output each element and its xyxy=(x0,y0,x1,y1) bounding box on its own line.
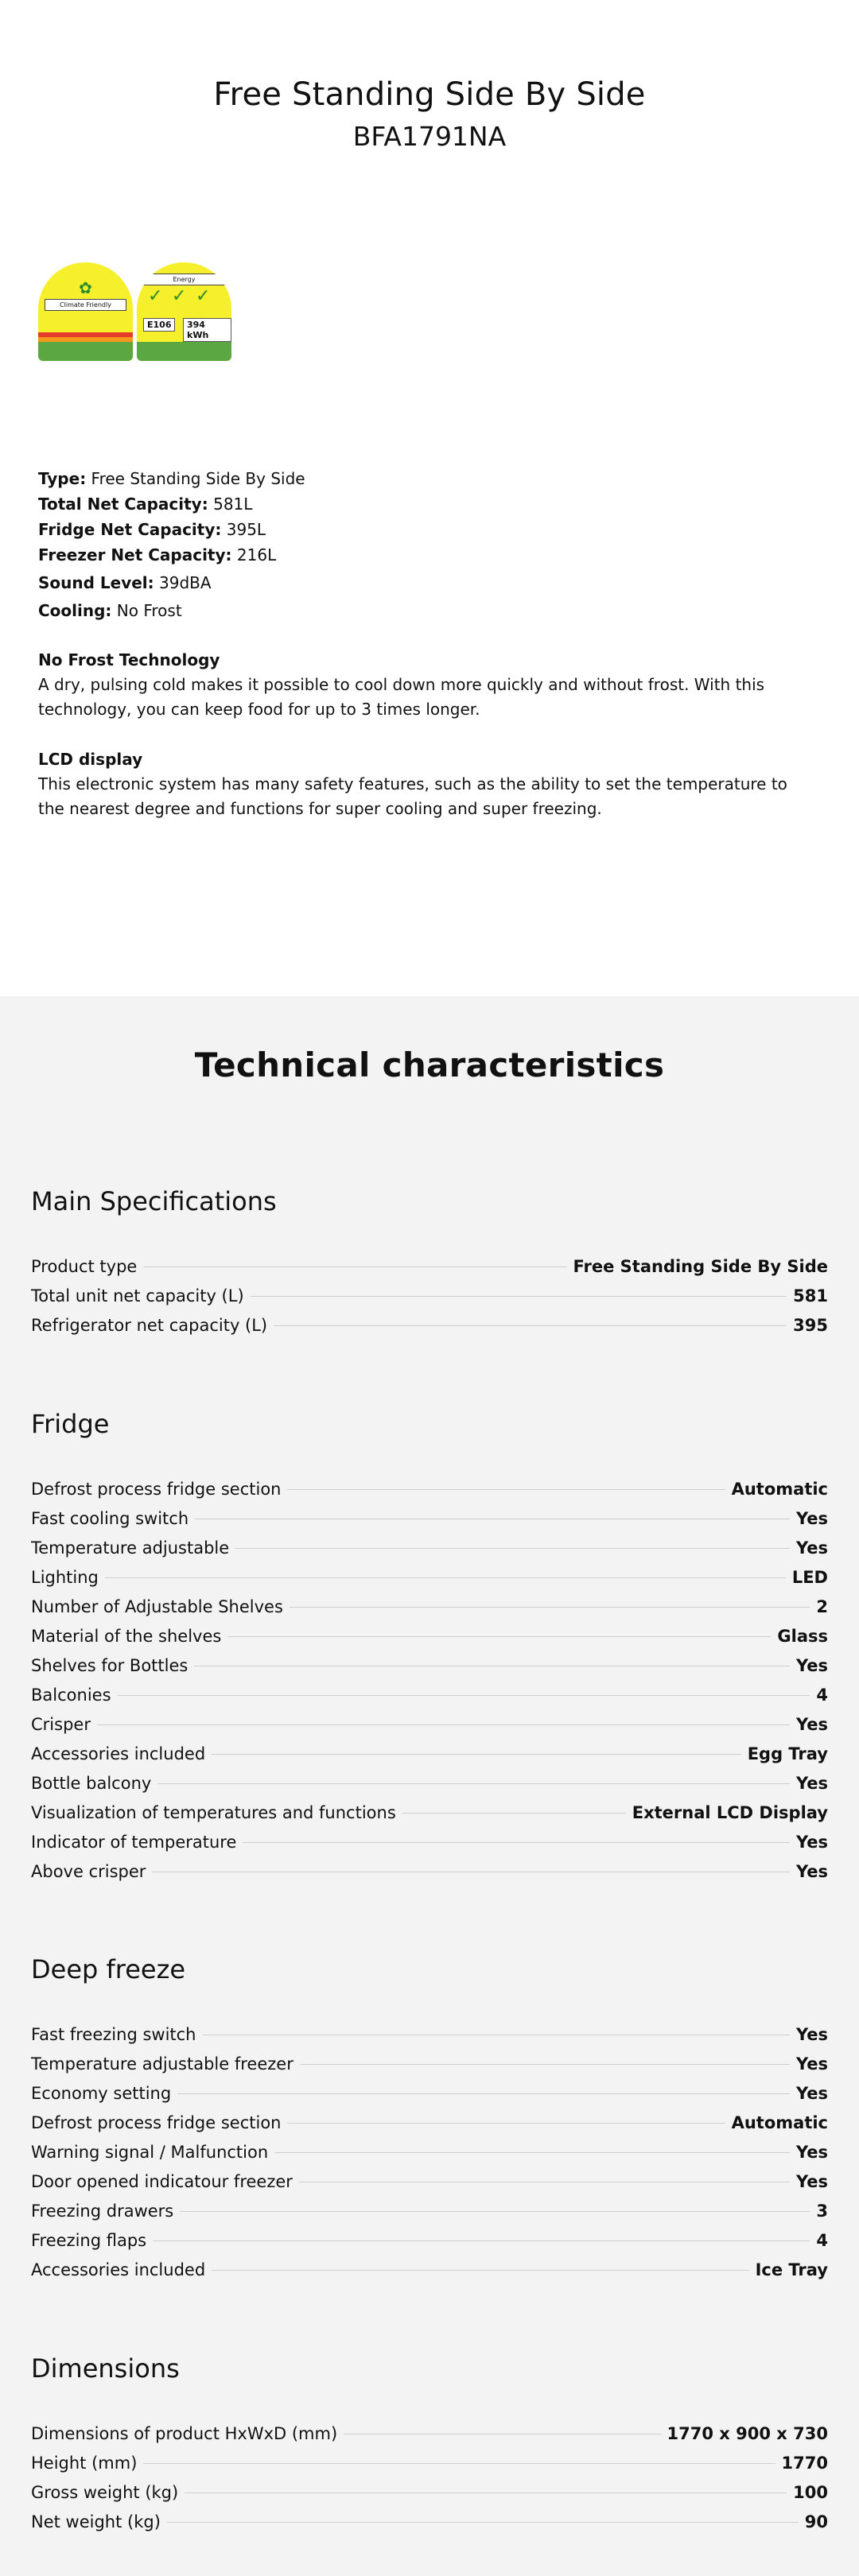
summary-sound-level: Sound Level: 39dBA xyxy=(38,573,212,592)
dotted-leader xyxy=(212,2270,748,2271)
feature-text: This electronic system has many safety features, such as the ability to set the temperature to the nearest degree and functions for super cooling and super freezing. xyxy=(38,774,787,818)
spec-row xyxy=(31,1627,828,1656)
spec-value: Yes xyxy=(795,1656,828,1675)
section-title: Deep freeze xyxy=(31,1954,186,1984)
spec-value: 581 xyxy=(793,1286,828,1305)
spec-key: Above crisper xyxy=(31,1862,146,1881)
energy-value-1: E106 xyxy=(143,318,175,332)
dotted-leader xyxy=(143,2463,775,2464)
feature-text: A dry, pulsing cold makes it possible to cool down more quickly and without frost. With this technology, you can keep food for up to 3 times longer. xyxy=(38,675,765,719)
feature-lcd-display xyxy=(38,747,802,821)
spec-value: 4 xyxy=(816,1686,828,1705)
spec-row xyxy=(31,1803,828,1833)
energy-label-caption: Energy xyxy=(143,274,225,285)
spec-key: Economy setting xyxy=(31,2084,172,2103)
dotted-leader xyxy=(251,1296,787,1297)
spec-value: 395 xyxy=(793,1316,828,1335)
spec-row xyxy=(31,2172,828,2202)
technical-characteristics xyxy=(0,996,859,2576)
spec-key: Accessories included xyxy=(31,2260,206,2279)
spec-key: Freezing flaps xyxy=(31,2231,147,2250)
dotted-leader xyxy=(157,1783,790,1784)
spec-value: External LCD Display xyxy=(632,1803,828,1822)
spec-row xyxy=(31,2424,828,2454)
spec-section-fridge xyxy=(31,1408,828,1891)
spec-key: Visualization of temperatures and functions xyxy=(31,1803,396,1822)
dotted-leader xyxy=(167,2522,799,2523)
spec-section-main-specifications xyxy=(31,1185,828,1345)
summary-total-capacity: Total Net Capacity: 581L xyxy=(38,495,253,514)
technical-title: Technical characteristics xyxy=(194,1046,665,1084)
spec-value: Yes xyxy=(795,1862,828,1881)
spec-key: Door opened indicatour freezer xyxy=(31,2172,293,2191)
dotted-leader xyxy=(180,2211,810,2212)
spec-value: Automatic xyxy=(731,1480,828,1499)
spec-row xyxy=(31,1538,828,1568)
dotted-leader xyxy=(105,1577,786,1578)
spec-value: Yes xyxy=(795,2025,828,2044)
spec-row xyxy=(31,2113,828,2143)
spec-key: Accessories included xyxy=(31,1744,206,1763)
energy-labels xyxy=(38,262,231,361)
dotted-leader xyxy=(97,1724,790,1725)
spec-value: Yes xyxy=(795,2054,828,2074)
spec-row xyxy=(31,2454,828,2483)
spec-row xyxy=(31,1257,828,1286)
spec-value: Yes xyxy=(795,2172,828,2191)
spec-key: Gross weight (kg) xyxy=(31,2483,179,2502)
spec-key: Shelves for Bottles xyxy=(31,1656,189,1675)
summary-cooling: Cooling: No Frost xyxy=(38,601,182,620)
spec-key: Fast freezing switch xyxy=(31,2025,196,2044)
check-icon: ✓ xyxy=(196,286,211,306)
spec-key: Height (mm) xyxy=(31,2454,138,2473)
spec-section-dimensions xyxy=(31,2353,828,2542)
spec-value: Yes xyxy=(795,2143,828,2162)
spec-value: LED xyxy=(791,1568,828,1587)
dotted-leader xyxy=(118,1695,810,1696)
spec-row xyxy=(31,1774,828,1803)
energy-value-2: 394 kWh xyxy=(183,318,231,342)
spec-key: Defrost process fridge section xyxy=(31,1480,282,1499)
spec-key: Total unit net capacity (L) xyxy=(31,1286,244,1305)
summary-fridge-capacity: Fridge Net Capacity: 395L xyxy=(38,520,266,539)
spec-value: Egg Tray xyxy=(747,1744,828,1763)
spec-value: 100 xyxy=(793,2483,828,2502)
dotted-leader xyxy=(243,1842,790,1843)
spec-value: Glass xyxy=(777,1627,828,1646)
spec-row xyxy=(31,1480,828,1509)
spec-key: Material of the shelves xyxy=(31,1627,222,1646)
feature-title: No Frost Technology xyxy=(38,650,220,669)
spec-row xyxy=(31,1286,828,1316)
spec-row xyxy=(31,2025,828,2054)
spec-row xyxy=(31,2483,828,2512)
spec-key: Refrigerator net capacity (L) xyxy=(31,1316,268,1335)
spec-value: 2 xyxy=(816,1597,828,1616)
spec-value: 90 xyxy=(804,2512,828,2531)
spec-row xyxy=(31,2231,828,2260)
dotted-leader xyxy=(227,1636,771,1637)
dotted-leader xyxy=(287,1489,725,1490)
spec-key: Bottle balcony xyxy=(31,1774,152,1793)
spec-row xyxy=(31,2512,828,2542)
spec-row xyxy=(31,2202,828,2231)
spec-value: Yes xyxy=(795,1538,828,1558)
spec-row xyxy=(31,1597,828,1627)
spec-key: Crisper xyxy=(31,1715,91,1734)
spec-value: Yes xyxy=(795,1833,828,1852)
spec-key: Temperature adjustable freezer xyxy=(31,2054,293,2074)
spec-value: 4 xyxy=(816,2231,828,2250)
dotted-leader xyxy=(274,1325,787,1326)
section-title: Fridge xyxy=(31,1409,110,1439)
spec-row xyxy=(31,1715,828,1744)
dotted-leader xyxy=(212,1754,741,1755)
spec-row xyxy=(31,2260,828,2290)
climate-friendly-caption: Climate Friendly xyxy=(45,299,126,311)
spec-key: Dimensions of product HxWxD (mm) xyxy=(31,2424,338,2443)
spec-row xyxy=(31,1833,828,1862)
check-icon: ✓ xyxy=(172,286,187,306)
energy-rating-label[interactable] xyxy=(137,262,231,361)
summary-specs xyxy=(38,466,305,623)
summary-freezer-capacity: Freezer Net Capacity: 216L xyxy=(38,545,277,564)
spec-row xyxy=(31,1316,828,1345)
dotted-leader xyxy=(300,2064,790,2065)
spec-value: Yes xyxy=(795,1715,828,1734)
spec-value: Ice Tray xyxy=(755,2260,828,2279)
summary-type: Type: Free Standing Side By Side xyxy=(38,469,305,488)
spec-key: Number of Adjustable Shelves xyxy=(31,1597,283,1616)
spec-value: Yes xyxy=(795,1509,828,1528)
spec-value: 1770 x 900 x 730 xyxy=(667,2424,828,2443)
spec-row xyxy=(31,1568,828,1597)
product-model: BFA1791NA xyxy=(352,121,507,152)
product-overview xyxy=(0,0,859,996)
dotted-leader xyxy=(177,2093,790,2094)
spec-row xyxy=(31,2084,828,2113)
spec-key: Fast cooling switch xyxy=(31,1509,189,1528)
product-title: Free Standing Side By Side xyxy=(213,76,646,113)
feature-no-frost xyxy=(38,648,802,722)
check-icon: ✓ xyxy=(148,286,163,306)
spec-row xyxy=(31,1656,828,1686)
spec-value: Free Standing Side By Side xyxy=(573,1257,828,1276)
spec-value: 1770 xyxy=(781,2454,828,2473)
dotted-leader xyxy=(153,2240,810,2241)
spec-value: 3 xyxy=(816,2202,828,2221)
dotted-leader xyxy=(235,1548,790,1549)
spec-key: Defrost process fridge section xyxy=(31,2113,282,2132)
spec-key: Freezing drawers xyxy=(31,2202,174,2221)
dotted-leader xyxy=(274,2152,790,2153)
spec-key: Balconies xyxy=(31,1686,111,1705)
dotted-leader xyxy=(287,2123,725,2124)
spec-key: Warning signal / Malfunction xyxy=(31,2143,269,2162)
spec-key: Temperature adjustable xyxy=(31,1538,230,1558)
section-title: Main Specifications xyxy=(31,1186,277,1216)
section-title: Dimensions xyxy=(31,2353,180,2384)
spec-key: Indicator of temperature xyxy=(31,1833,237,1852)
spec-value: Yes xyxy=(795,2084,828,2103)
dotted-leader xyxy=(402,1813,626,1814)
spec-row xyxy=(31,2143,828,2172)
spec-key: Net weight (kg) xyxy=(31,2512,161,2531)
spec-row xyxy=(31,2054,828,2084)
dotted-leader xyxy=(290,1607,810,1608)
spec-row xyxy=(31,1686,828,1715)
spec-key: Lighting xyxy=(31,1568,99,1587)
spec-row xyxy=(31,1744,828,1774)
spec-row xyxy=(31,1509,828,1538)
feature-title: LCD display xyxy=(38,750,143,769)
spec-key: Product type xyxy=(31,1257,138,1276)
spec-value: Automatic xyxy=(731,2113,828,2132)
climate-friendly-label[interactable]: Climate Friendly ✿ xyxy=(38,262,133,361)
spec-value: Yes xyxy=(795,1774,828,1793)
spec-section-deep-freeze xyxy=(31,1953,828,2290)
spec-row xyxy=(31,1862,828,1891)
